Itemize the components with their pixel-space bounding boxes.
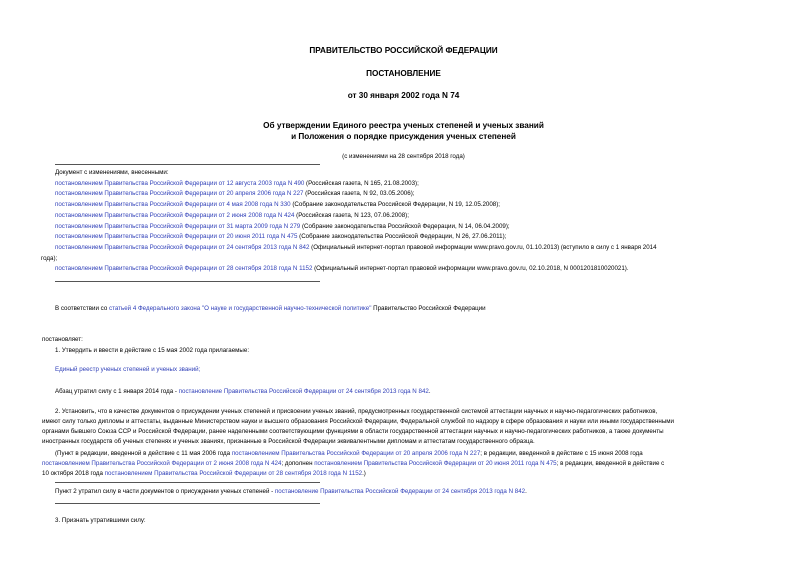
- edition-note: (с изменениями на 28 сентября 2018 года): [342, 153, 465, 160]
- list-item: [55, 200, 657, 211]
- list-item: [55, 232, 657, 243]
- paragraph-1-lost: Абзац утратил силу с 1 января 2014 года - постановление Правительства Российской Федерации от 24 сентября 2013 года N 842.: [55, 388, 431, 395]
- decree-475-link[interactable]: постановлением Правительства Российской Федерации от 20 июня 2011 года N 475: [314, 460, 557, 467]
- change-source: (Собрание законодательства Российской Федерации, N 19, 12.05.2008);: [290, 201, 501, 209]
- paragraph-2-line3: органами бывшего Союза ССР и Российской Федерации, ранее наделенными соответствующими функциями в области государственной аттестации научных и научно-педагогических работников, а также документы: [42, 428, 664, 435]
- change-source: (Российская газета, N 165, 21.08.2003);: [304, 179, 419, 187]
- edition-note-line3: 10 октября 2018 года постановлением Правительства Российской Федерации от 28 сентября 2018 года N 1152.): [42, 470, 366, 477]
- decrees-word: постановляет:: [42, 336, 83, 343]
- list-item: [55, 211, 657, 222]
- law-link[interactable]: статьей 4 Федерального закона "О науке и государственной научно-технической политике": [108, 305, 372, 312]
- paragraph-2-line2: имеют силу только дипломы и аттестаты, выданные Министерством науки и высшего образования Российской Федерации, Федеральной службой по надзору в сфере образования и науки или иными государственными: [42, 418, 674, 425]
- edition-note-line1: (Пункт в редакции, введенной в действие с 11 мая 2006 года постановлением Правительства Российской Федерации от 20 апреля 2006 года N 227; в редакции, введенной в действие с 15 июня 2008 года: [55, 450, 643, 457]
- list-item: [55, 222, 657, 233]
- change-source: (Собрание законодательства Российской Федерации, N 14, 06.04.2009);: [300, 222, 510, 230]
- change-source: (Официальный интернет-портал правовой информации www.pravo.gov.ru, 02.10.2018, N 0001201810020021).: [312, 265, 629, 273]
- list-item: [55, 243, 657, 254]
- paragraph-2-line4: иностранных государств об ученых степенях и ученых званиях, признанные в Российской Федерации эквивалентными дипломам и аттестатам государственного образца.: [42, 438, 535, 445]
- document-type: ПОСТАНОВЛЕНИЕ: [366, 69, 441, 78]
- document-date: от 30 января 2002 года N 74: [347, 91, 460, 100]
- change-link[interactable]: постановлением Правительства Российской Федерации от 28 сентября 2018 года N 1152: [55, 265, 313, 273]
- divider-top: [55, 164, 320, 165]
- changes-intro: Документ с изменениями, внесенными:: [55, 169, 169, 176]
- change-link[interactable]: постановлением Правительства Российской Федерации от 12 августа 2003 года N 490: [55, 179, 305, 187]
- divider-changes-end: [55, 281, 320, 282]
- registry-link[interactable]: Единый реестр ученых степеней и ученых званий;: [55, 366, 201, 373]
- paragraph-1: 1. Утвердить и ввести в действие с 15 мая 2002 года прилагаемые:: [55, 347, 250, 354]
- divider-lost-bottom: [55, 503, 320, 504]
- divider-lost-top: [55, 482, 320, 483]
- change-source: (Официальный интернет-портал правовой информации www.pravo.gov.ru, 01.10.2013) (вступило в силу с 1 января 2014: [309, 243, 657, 251]
- change-link[interactable]: постановлением Правительства Российской Федерации от 31 марта 2009 года N 279: [55, 222, 301, 230]
- paragraph-2-line1: 2. Установить, что в качестве документов о присуждении ученых степеней и присвоении ученых званий, предусмотренных государственной системой аттестации научных и научно-педагогических работников,: [55, 408, 658, 415]
- change-source: (Собрание законодательства Российской Федерации, N 26, 27.06.2011);: [297, 233, 507, 241]
- list-item-continuation: [41, 254, 657, 265]
- decree-1152-link[interactable]: постановлением Правительства Российской Федерации от 28 сентября 2018 года N 1152: [104, 470, 363, 477]
- list-item: [55, 189, 657, 200]
- change-link[interactable]: постановлением Правительства Российской Федерации от 20 апреля 2006 года N 227: [55, 190, 304, 198]
- paragraph-2-lost: Пункт 2 утратил силу в части документов о присуждении ученых степеней - постановление Правительства Российской Федерации от 24 сентября 2013 года N 842.: [55, 488, 527, 495]
- document-title-line1: Об утверждении Единого реестра ученых степеней и ученых званий: [263, 121, 544, 130]
- changes-list: [41, 168, 657, 275]
- decree-842-link[interactable]: постановление Правительства Российской Федерации от 24 сентября 2013 года N 842: [178, 388, 429, 395]
- document-title-line2: и Положения о порядке присуждения ученых степеней: [291, 132, 516, 141]
- change-source: года);: [41, 254, 58, 262]
- list-item: [55, 264, 657, 275]
- change-link[interactable]: постановлением Правительства Российской Федерации от 2 июня 2008 года N 424: [55, 211, 295, 219]
- government-name: ПРАВИТЕЛЬСТВО РОССИЙСКОЙ ФЕДЕРАЦИИ: [309, 46, 498, 55]
- edition-note-line2: постановлением Правительства Российской Федерации от 2 июня 2008 года N 424; дополнен постановлением Правительства Российской Федерации от 20 июня 2011 года N 475; в редакции, введенной в действие с: [42, 460, 665, 467]
- change-link[interactable]: постановлением Правительства Российской Федерации от 20 июня 2011 года N 475: [55, 233, 298, 241]
- paragraph-3: 3. Признать утратившими силу:: [55, 517, 146, 524]
- change-link[interactable]: постановлением Правительства Российской Федерации от 24 сентября 2013 года N 842: [55, 243, 310, 251]
- change-source: (Российская газета, N 123, 07.06.2008);: [294, 211, 409, 219]
- change-link[interactable]: постановлением Правительства Российской Федерации от 4 мая 2008 года N 330: [55, 201, 291, 209]
- decree-424-link[interactable]: постановлением Правительства Российской Федерации от 2 июня 2008 года N 424: [42, 460, 282, 467]
- change-source: (Российская газета, N 92, 03.05.2006);: [303, 190, 415, 198]
- basis-paragraph: В соответствии со статьей 4 Федерального закона "О науке и государственной научно-технической политике" Правительство Российской Федерации: [55, 305, 486, 312]
- decree-842-link[interactable]: постановление Правительства Российской Федерации от 24 сентября 2013 года N 842: [274, 488, 526, 495]
- decree-227-link[interactable]: постановлением Правительства Российской Федерации от 20 апреля 2006 года N 227: [231, 450, 481, 457]
- list-item: [55, 179, 657, 190]
